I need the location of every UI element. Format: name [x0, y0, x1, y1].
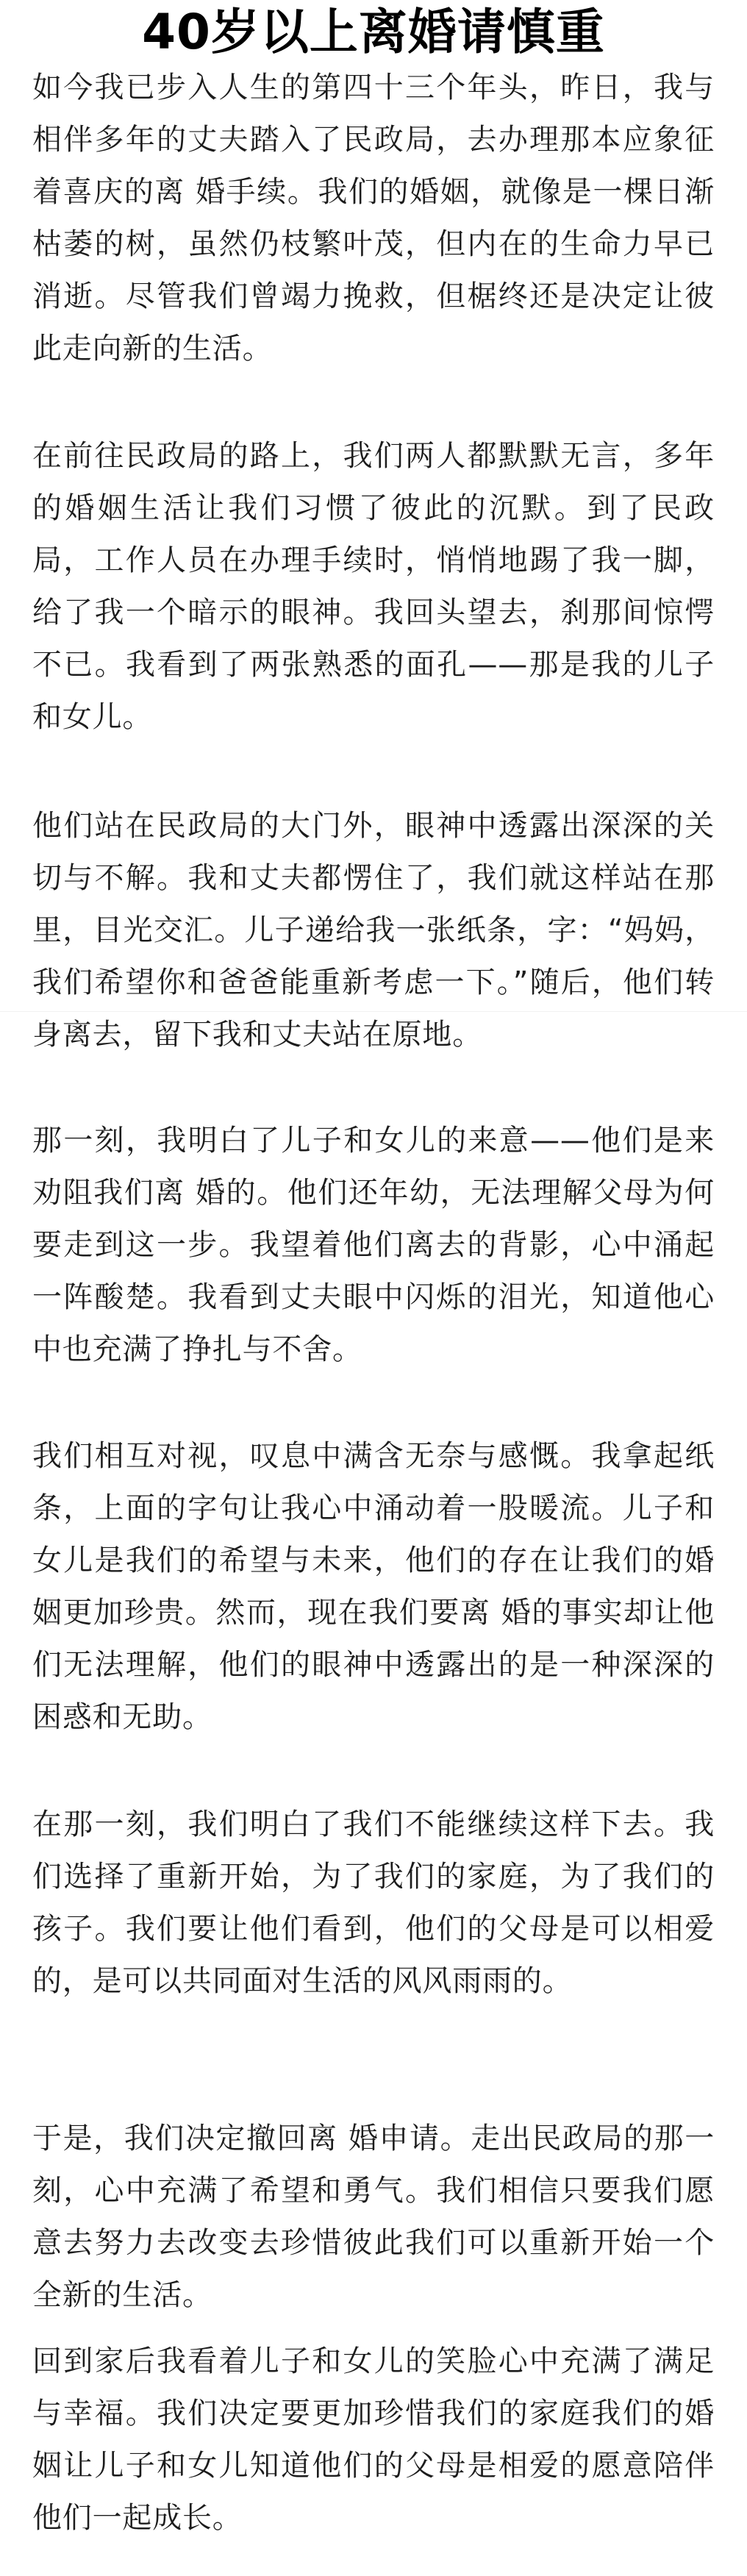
paragraph-4: 那一刻，我明白了儿子和女儿的来意——他们是来劝阻我们离 婚的。他们还年幼，无法理解父母为何要走到这一步。我望着他们离去的背影，心中涌起一阵酸楚。我看到丈夫眼中闪烁的泪光，知道他心中也充满了挣扎与不舍。	[32, 1124, 715, 1366]
paragraph-8: 回到家后我看着儿子和女儿的笑脸心中充满了满足与幸福。我们决定要更加珍惜我们的家庭我们的婚姻让儿子和女儿知道他们的父母是相爱的愿意陪伴他们一起成长。	[32, 2344, 715, 2535]
paragraph-7: 于是，我们决定撤回离 婚申请。走出民政局的那一刻，心中充满了希望和勇气。我们相信只要我们愿意去努力去改变去珍惜彼此我们可以重新开始一个全新的生活。	[32, 2122, 715, 2312]
paragraph-3: 他们站在民政局的大门外，眼神中透露出深深的关切与不解。我和丈夫都愣住了，我们就这样站在那里，目光交汇。儿子递给我一张纸条，字：“妈妈，我们希望你和爸爸能重新考虑一下。”随后，他们转身离去，留下我和丈夫站在原地。	[32, 809, 715, 1052]
paragraph-6: 在那一刻，我们明白了我们不能继续这样下去。我们选择了重新开始，为了我们的家庭，为了我们的孩子。我们要让他们看到，他们的父母是可以相爱的，是可以共同面对生活的风风雨雨的。	[32, 1808, 715, 1998]
paragraph-1: 如今我已步入人生的第四十三个年头，昨日，我与相伴多年的丈夫踏入了民政局，去办理那本应象征着喜庆的离 婚手续。我们的婚姻，就像是一棵日渐枯萎的树，虽然仍枝繁叶茂，但内在的生命力早已消逝。尽管我们曾竭力挽救，但椐终还是决定让彼此走向新的生活。	[32, 71, 715, 365]
paragraph-2: 在前往民政局的路上，我们两人都默默无言，多年的婚姻生活让我们习惯了彼此的沉默。到了民政局，工作人员在办理手续时，悄悄地踢了我一脚，给了我一个暗示的眼神。我回头望去，刹那间惊愕不已。我看到了两张熟悉的面孔——那是我的儿子和女儿。	[32, 439, 715, 734]
paragraph-5: 我们相互对视，叹息中满含无奈与感慨。我拿起纸条，上面的字句让我心中涌动着一股暖流。儿子和女儿是我们的希望与未来，他们的存在让我们的婚姻更加珍贵。然而，现在我们要离 婚的事实却让他们无法理解，他们的眼神中透露出的是一种深深的困惑和无助。	[32, 1439, 715, 1734]
image-seam-divider	[0, 1011, 747, 1012]
article-title: 40岁以上离婚请慎重	[142, 4, 605, 60]
